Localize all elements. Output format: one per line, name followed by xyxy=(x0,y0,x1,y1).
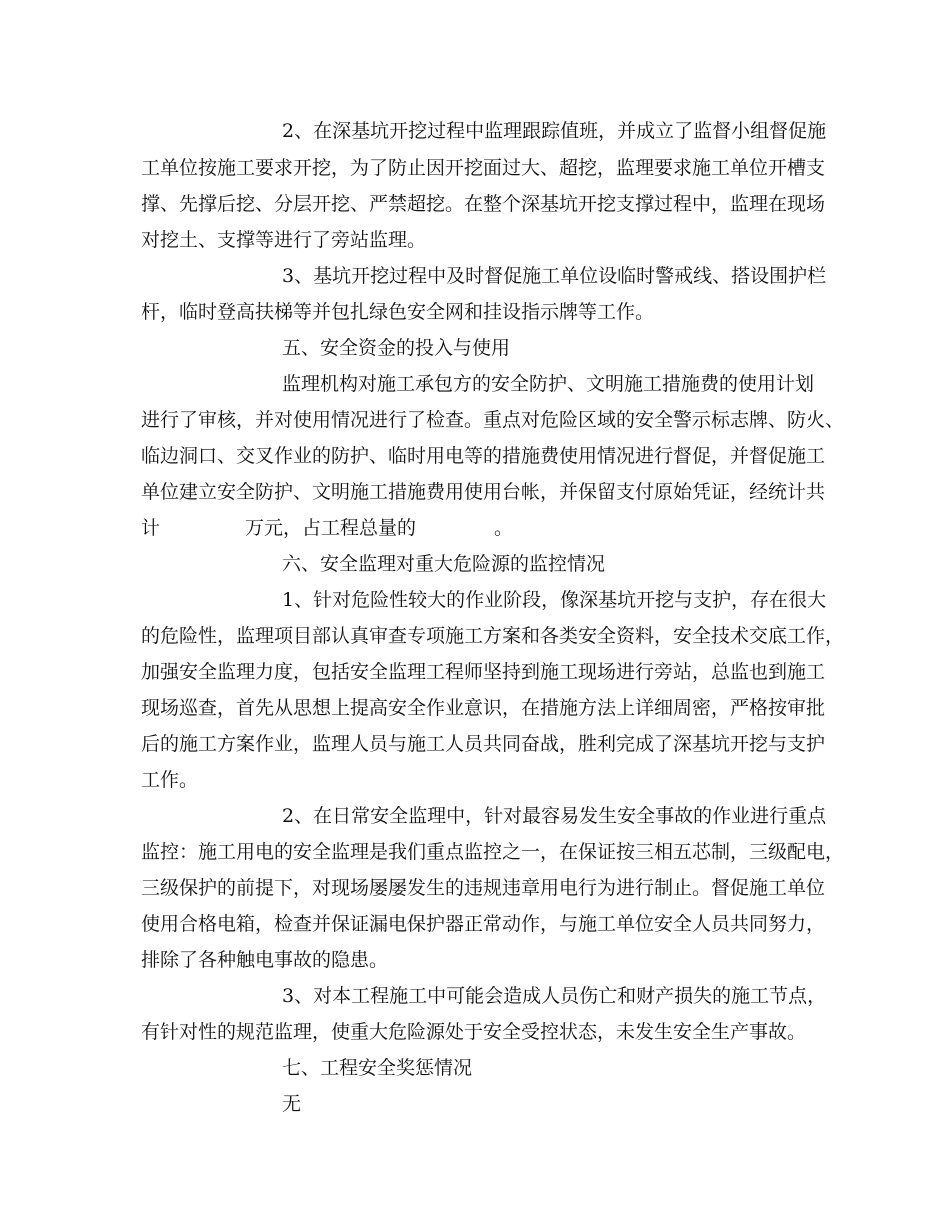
paragraph-line: 撑、先撑后挖、分层开挖、严禁超挖。在整个深基坑开挖支撑过程中，监理在现场 xyxy=(141,193,826,215)
paragraph-line: 杆，临时登高扶梯等并包扎绿色安全网和挂设指示牌等工作。 xyxy=(141,301,655,323)
paragraph-line: 工作。 xyxy=(141,769,199,791)
paragraph-line: 排除了各种触电事故的隐患。 xyxy=(141,949,389,971)
paragraph-line: 进行了审核，并对使用情况进行了检查。重点对危险区域的安全警示标志牌、防火、 xyxy=(141,409,845,431)
paragraph-line: 1、针对危险性较大的作业阶段，像深基坑开挖与支护，存在很大 xyxy=(282,589,827,611)
section-heading: 六、安全监理对重大危险源的监控情况 xyxy=(282,553,606,575)
paragraph-line: 对挖土、支撑等进行了旁站监理。 xyxy=(141,229,427,251)
paragraph-line: 3、基坑开挖过程中及时督促施工单位设临时警戒线、搭设围护栏 xyxy=(282,265,827,287)
paragraph-line: 使用合格电箱，检查并保证漏电保护器正常动作，与施工单位安全人员共同努力， xyxy=(141,913,826,935)
paragraph-line: 有针对性的规范监理，使重大危险源处于安全受控状态，未发生安全生产事故。 xyxy=(141,1021,807,1043)
paragraph-line: 无 xyxy=(282,1093,302,1115)
paragraph-line: 后的施工方案作业，监理人员与施工人员共同奋战，胜利完成了深基坑开挖与支护 xyxy=(141,733,826,755)
paragraph-line: 监理机构对施工承包方的安全防护、文明施工措施费的使用计划 xyxy=(282,373,815,395)
paragraph-line: 监控：施工用电的安全监理是我们重点监控之一，在保证按三相五芯制，三级配电， xyxy=(141,841,845,863)
paragraph-line: 工单位按施工要求开挖，为了防止因开挖面过大、超挖，监理要求施工单位开槽支 xyxy=(141,157,826,179)
paragraph-line: 的危险性，监理项目部认真审查专项施工方案和各类安全资料，安全技术交底工作， xyxy=(141,625,845,647)
section-heading: 七、工程安全奖惩情况 xyxy=(282,1057,473,1079)
paragraph-line: 三级保护的前提下，对现场屡屡发生的违规违章用电行为进行制止。督促施工单位 xyxy=(141,877,826,899)
paragraph-line-fragment: 计 xyxy=(141,517,161,539)
paragraph-line: 加强安全监理力度，包括安全监理工程师坚持到施工现场进行旁站，总监也到施工 xyxy=(141,661,826,683)
section-heading: 五、安全资金的投入与使用 xyxy=(282,337,511,359)
paragraph-line-fragment: 。 xyxy=(494,517,514,539)
paragraph-line: 现场巡查，首先从思想上提高安全作业意识，在措施方法上详细周密，严格按审批 xyxy=(141,697,826,719)
paragraph-line: 3、对本工程施工中可能会造成人员伤亡和财产损失的施工节点， xyxy=(282,985,827,1007)
paragraph-line: 2、在日常安全监理中，针对最容易发生安全事故的作业进行重点 xyxy=(282,805,827,827)
paragraph-line: 2、在深基坑开挖过程中监理跟踪值班，并成立了监督小组督促施 xyxy=(282,120,827,142)
paragraph-line: 临边洞口、交叉作业的防护、临时用电等的措施费使用情况进行督促，并督促施工 xyxy=(141,445,826,467)
paragraph-line-fragment: 万元，占工程总量的 xyxy=(245,517,417,539)
paragraph-line: 单位建立安全防护、文明施工措施费用使用台帐，并保留支付原始凭证，经统计共 xyxy=(141,481,826,503)
